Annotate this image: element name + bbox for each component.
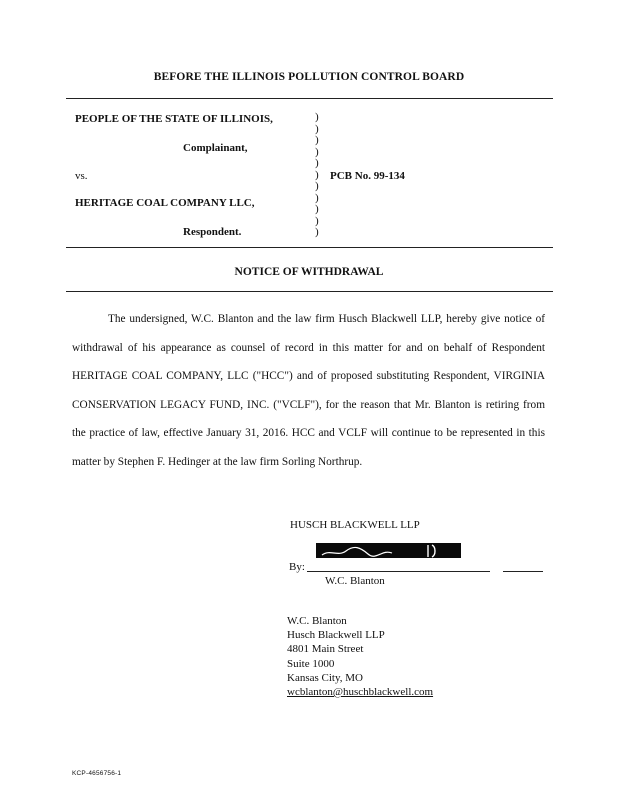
address-street: 4801 Main Street <box>287 643 364 656</box>
firm-name: HUSCH BLACKWELL LLP <box>290 519 420 531</box>
caption-rule <box>66 247 553 248</box>
address-block <box>287 614 433 699</box>
paren: ) <box>315 168 319 181</box>
address-firm: Husch Blackwell LLP <box>287 629 385 642</box>
title-rule <box>66 291 553 292</box>
paren: ) <box>315 180 319 192</box>
paren: ) <box>315 145 319 158</box>
case-number: PCB No. 99-134 <box>330 170 405 182</box>
board-title: BEFORE THE ILLINOIS POLLUTION CONTROL BOARD <box>153 71 465 83</box>
paren: ) <box>315 111 319 123</box>
complainant-role: Complainant, <box>183 142 248 154</box>
notice-body <box>72 305 545 477</box>
address-suite: Suite 1000 <box>287 657 335 670</box>
by-label: By: <box>289 561 305 573</box>
address-name: W.C. Blanton <box>287 615 347 627</box>
paren: ) <box>315 122 319 135</box>
paren: ) <box>315 226 319 238</box>
complainant-name: PEOPLE OF THE STATE OF ILLINOIS, <box>75 113 273 125</box>
signature-line <box>307 571 490 572</box>
paren: ) <box>315 191 319 204</box>
paren: ) <box>315 203 319 215</box>
paren: ) <box>315 134 319 146</box>
footer-doc-id: KCP-4656756-1 <box>72 770 122 777</box>
address-email[interactable]: wcblanton@huschblackwell.com <box>287 686 434 699</box>
address-city: Kansas City, MO <box>287 671 363 684</box>
paren: ) <box>315 157 319 169</box>
notice-title: NOTICE OF WITHDRAWAL <box>234 266 384 278</box>
versus-label: vs. <box>75 170 88 182</box>
signer-name: W.C. Blanton <box>325 575 385 587</box>
signature-scribble <box>316 541 461 561</box>
notice-paragraph: The undersigned, W.C. Blanton and the law firm Husch Blackwell LLP, hereby give notice of withdrawal of his appearance as counsel of record in this matter for and on behalf of Respondent HERITAGE COAL COMPANY, LLC ("HCC") and of proposed substituting Respondent, VIRGINIA CONSERVATION LEGACY FUND, INC. ("VCLF"), for the reason that Mr. Blanton is retiring from the practice of law, effective January 31, 2016. HCC and VCLF will continue to be represented in this matter by Stephen F. Hedinger at the law firm Sorling Northrup. <box>72 313 545 468</box>
header-rule <box>66 98 553 99</box>
paren: ) <box>315 214 319 227</box>
caption-parens <box>315 112 325 239</box>
respondent-role: Respondent. <box>183 226 242 238</box>
signature-line-extension <box>503 571 543 572</box>
respondent-name: HERITAGE COAL COMPANY LLC, <box>75 197 255 209</box>
